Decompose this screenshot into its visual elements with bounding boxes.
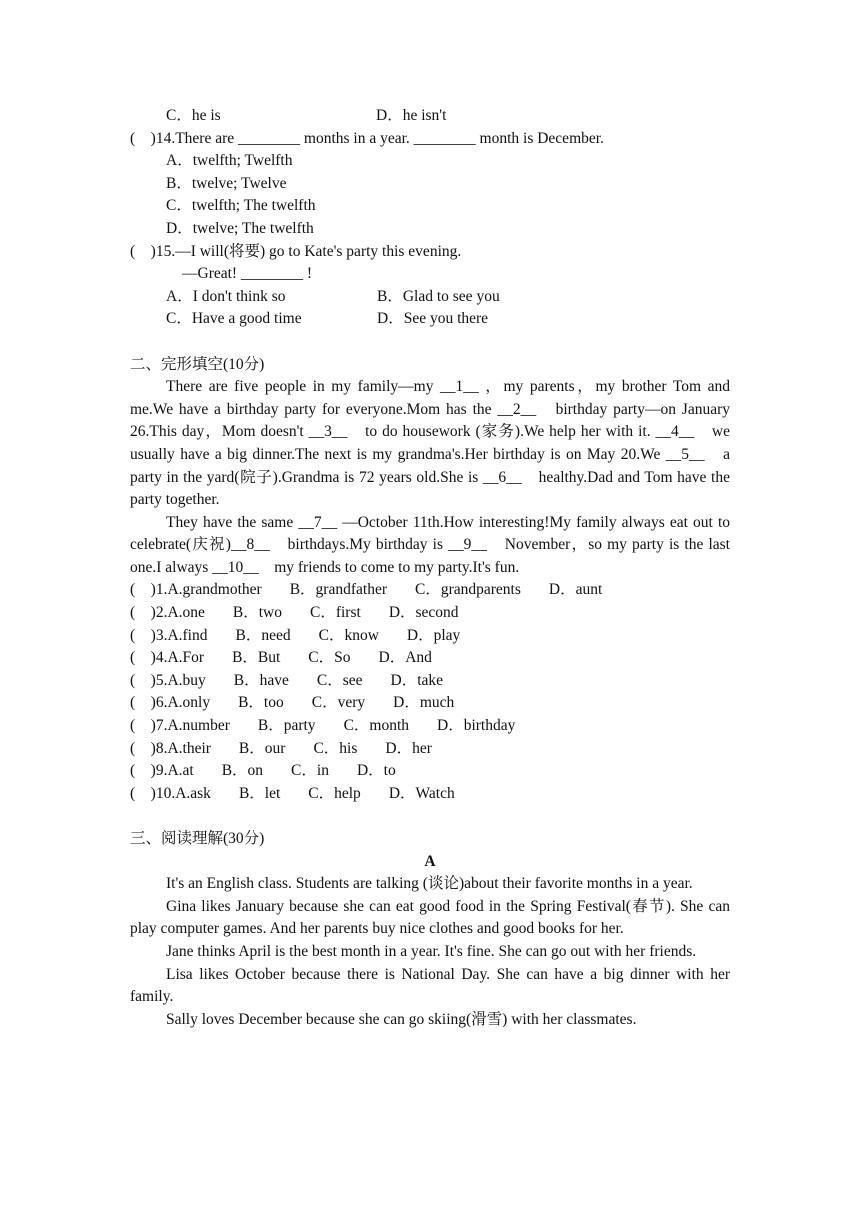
q15-stem: ( )15.—I will(将要) go to Kate's party this evening. [130,242,462,260]
cloze-question-row [130,647,730,670]
worksheet-page [130,105,730,1031]
cloze-option[interactable]: B．our [238,739,286,757]
q13-option-d[interactable]: D．he isn't [376,107,447,124]
q15-options-row1 [130,286,730,309]
cloze-option[interactable]: B．have [233,671,289,689]
cloze-option[interactable]: C．grandparents [415,581,521,599]
cloze-option[interactable]: D．to [356,762,396,780]
cloze-option[interactable]: B．need [235,626,291,644]
reading-paragraph-4: Lisa likes October because there is National Day. She can have a big dinner with her family. [130,965,730,1006]
spacer [130,805,730,828]
cloze-question-list [130,579,730,805]
reading-heading: 三、阅读理解(30分) [130,830,265,847]
cloze-question-stem[interactable]: ( )4.A.For [130,649,205,667]
cloze-question-row [130,692,730,715]
cloze-option[interactable]: C．know [318,626,379,644]
q15-option-d[interactable]: D．See you there [377,310,489,328]
cloze-question-row [130,625,730,648]
cloze-option[interactable]: D．her [385,739,432,757]
cloze-question-stem[interactable]: ( )10.A.ask [130,784,211,802]
cloze-option[interactable]: C．first [310,604,361,622]
cloze-paragraph-2: They have the same __7__ —October 11th.How interesting!My family always eat out to celebrate(庆祝)__8__ birthdays.My birthday is __9__ November，so my party is the last one.I always __10__ my friends to come to my party.It's fun. [130,513,730,576]
cloze-question-stem[interactable]: ( )5.A.buy [130,671,206,689]
cloze-option[interactable]: B．party [257,717,316,735]
q14-option-c[interactable]: C．twelfth; The twelfth [166,197,316,215]
cloze-option[interactable]: C．So [308,649,351,667]
q15-option-c[interactable]: C．Have a good time [166,310,302,328]
q15-reply: —Great! ________ ! [182,265,312,283]
cloze-question-stem[interactable]: ( )6.A.only [130,694,211,712]
cloze-paragraph-1: There are five people in my family—my __1__ ，my parents，my brother Tom and me.We have a birthday party for everyone.Mom has the __2__ birthday party—on January 26.This day，Mom doesn't __3__ to do housework (家务).We help her with it. __4__ we usually have a big dinner.The next is my grandma's.Her birthday is on May 20.We __5__ a party in the yard(院子).Grandma is 72 years old.She is __6__ healthy.Dad and Tom have the party together. [130,378,730,509]
cloze-option[interactable]: D．much [393,694,455,712]
q13-option-c[interactable]: C．he is [166,107,221,124]
q13-options [130,105,730,128]
cloze-question-stem[interactable]: ( )3.A.find [130,626,208,644]
cloze-option[interactable]: D．second [388,604,459,622]
cloze-question-row [130,670,730,693]
cloze-question-row [130,579,730,602]
spacer [130,331,730,354]
reading-paragraph-3: Jane thinks April is the best month in a year. It's fine. She can go out with her friends. [166,942,697,960]
reading-paragraph-2: Gina likes January because she can eat good food in the Spring Festival(春节). She can play computer games. And her parents buy nice clothes and good books for her. [130,897,730,938]
q14-option-d[interactable]: D．twelve; The twelfth [166,219,314,237]
cloze-option[interactable]: D．And [378,649,432,667]
cloze-option[interactable]: C．his [313,739,358,757]
cloze-question-stem[interactable]: ( )8.A.their [130,739,211,757]
passage-label: A [424,852,436,870]
reading-paragraph-1: It's an English class. Students are talking (谈论)about their favorite months in a year. [166,875,693,893]
cloze-option[interactable]: B．on [221,762,264,780]
cloze-question-stem[interactable]: ( )1.A.grandmother [130,581,262,599]
cloze-question-stem[interactable]: ( )2.A.one [130,604,205,622]
q14-option-b[interactable]: B．twelve; Twelve [166,174,287,192]
cloze-option[interactable]: B．two [232,604,282,622]
q15-option-b[interactable]: B．Glad to see you [377,287,500,305]
cloze-question-stem[interactable]: ( )9.A.at [130,762,194,780]
cloze-question-stem[interactable]: ( )7.A.number [130,717,230,735]
cloze-option[interactable]: B．let [238,784,281,802]
cloze-option[interactable]: C．month [343,717,410,735]
cloze-question-row [130,602,730,625]
cloze-option[interactable]: C．very [311,694,366,712]
q14-option-a[interactable]: A．twelfth; Twelfth [166,152,293,170]
cloze-option[interactable]: C．see [316,671,363,689]
cloze-option[interactable]: B．too [238,694,284,712]
cloze-option[interactable]: B．grandfather [289,581,387,599]
cloze-option[interactable]: D．birthday [437,717,516,735]
reading-paragraph-5: Sally loves December because she can go skiing(滑雪) with her classmates. [166,1010,637,1028]
cloze-option[interactable]: B．But [232,649,281,667]
cloze-option[interactable]: D．Watch [388,784,455,802]
q15-options-row2 [130,308,730,331]
q15-option-a[interactable]: A．I don't think so [166,287,286,305]
cloze-question-row [130,738,730,761]
cloze-question-row [130,715,730,738]
cloze-option[interactable]: D．play [406,626,461,644]
cloze-option[interactable]: C．in [291,762,329,780]
cloze-option[interactable]: D．aunt [548,581,603,599]
cloze-question-row [130,760,730,783]
cloze-option[interactable]: C．help [308,784,361,802]
cloze-question-row [130,783,730,806]
q14-stem: ( )14.There are ________ months in a year. ________ month is December. [130,129,604,147]
cloze-option[interactable]: D．take [390,671,444,689]
cloze-heading: 二、完形填空(10分) [130,355,265,373]
